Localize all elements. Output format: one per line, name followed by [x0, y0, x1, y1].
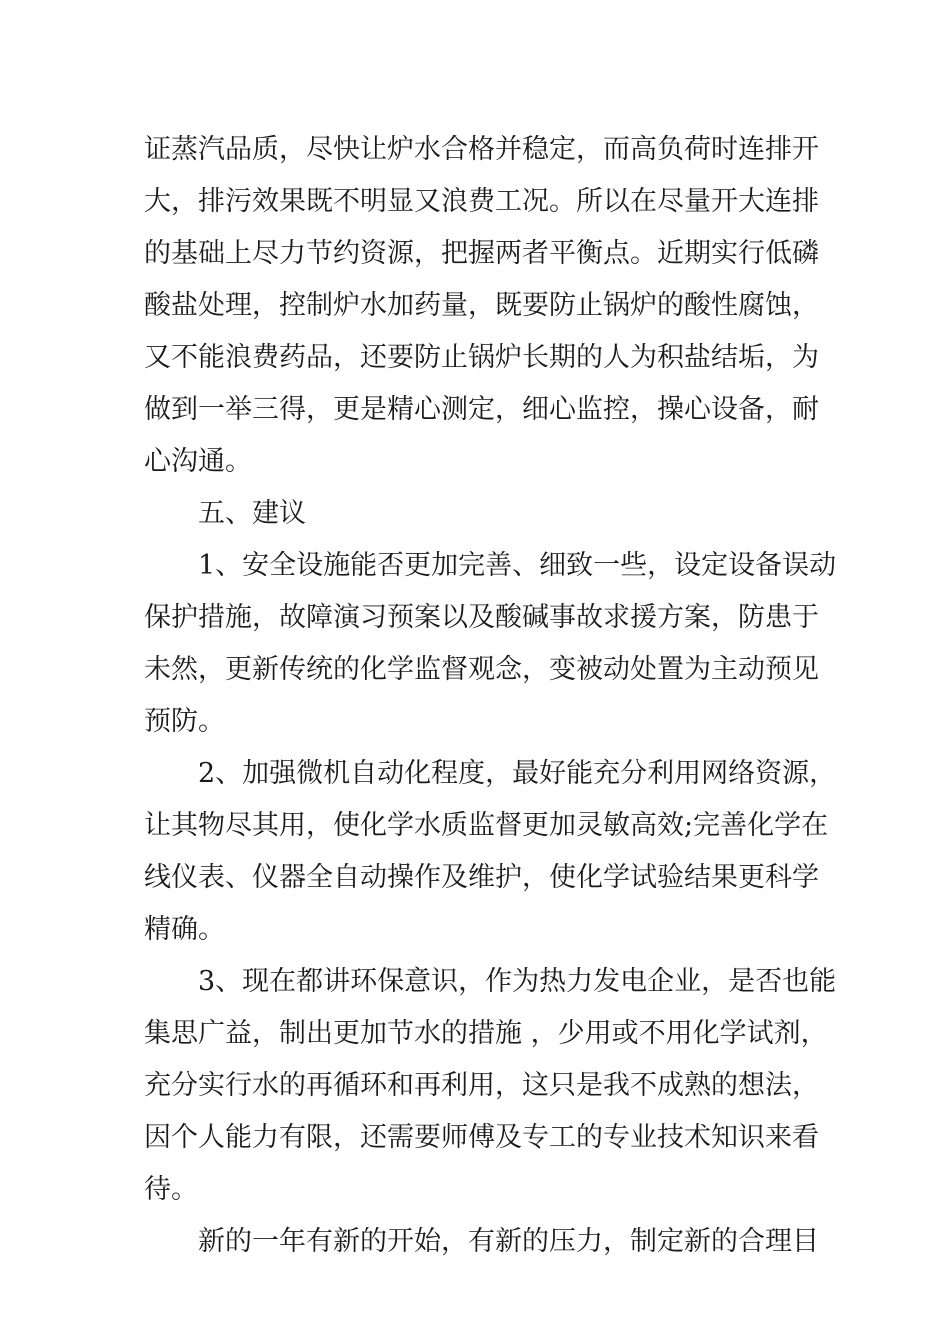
paragraph-line: 2、加强微机自动化程度，最好能充分利用网络资源，: [198, 758, 837, 789]
paragraph-line: 待。: [144, 1174, 198, 1205]
paragraph-line: 又不能浪费药品，还要防止锅炉长期的人为积盐结垢，为: [144, 342, 819, 373]
paragraph-line: 充分实行水的再循环和再利用，这只是我不成熟的想法，: [144, 1070, 819, 1101]
section-heading: 五、建议: [198, 498, 306, 529]
paragraph-line: 线仪表、仪器全自动操作及维护，使化学试验结果更科学: [144, 862, 819, 893]
paragraph-line: 集思广益，制出更加节水的措施 ，少用或不用化学试剂，: [144, 1018, 828, 1049]
document-body: [144, 124, 837, 1268]
paragraph-line: 大，排污效果既不明显又浪费工况。所以在尽量开大连排: [144, 186, 819, 217]
paragraph-line: 心沟通。: [144, 446, 252, 477]
paragraph-line: 精确。: [144, 914, 225, 945]
paragraph-line: 证蒸汽品质，尽快让炉水合格并稳定，而高负荷时连排开: [144, 134, 819, 165]
paragraph-line: 未然，更新传统的化学监督观念，变被动处置为主动预见: [144, 654, 819, 685]
paragraph-line: 酸盐处理，控制炉水加药量，既要防止锅炉的酸性腐蚀，: [144, 290, 819, 321]
paragraph-line: 保护措施，故障演习预案以及酸碱事故求援方案，防患于: [144, 602, 819, 633]
paragraph-line: 让其物尽其用，使化学水质监督更加灵敏高效;完善化学在: [144, 810, 829, 841]
paragraph-line: 做到一举三得，更是精心测定，细心监控，操心设备，耐: [144, 394, 819, 425]
paragraph-line: 预防。: [144, 706, 225, 737]
paragraph-line: 3、现在都讲环保意识，作为热力发电企业，是否也能: [198, 966, 837, 997]
paragraph-line: 1、安全设施能否更加完善、细致一些，设定设备误动: [198, 550, 837, 581]
paragraph-line: 因个人能力有限，还需要师傅及专工的专业技术知识来看: [144, 1122, 819, 1153]
paragraph-line: 的基础上尽力节约资源，把握两者平衡点。近期实行低磷: [144, 238, 819, 269]
paragraph-line: 新的一年有新的开始，有新的压力，制定新的合理目: [198, 1226, 819, 1257]
